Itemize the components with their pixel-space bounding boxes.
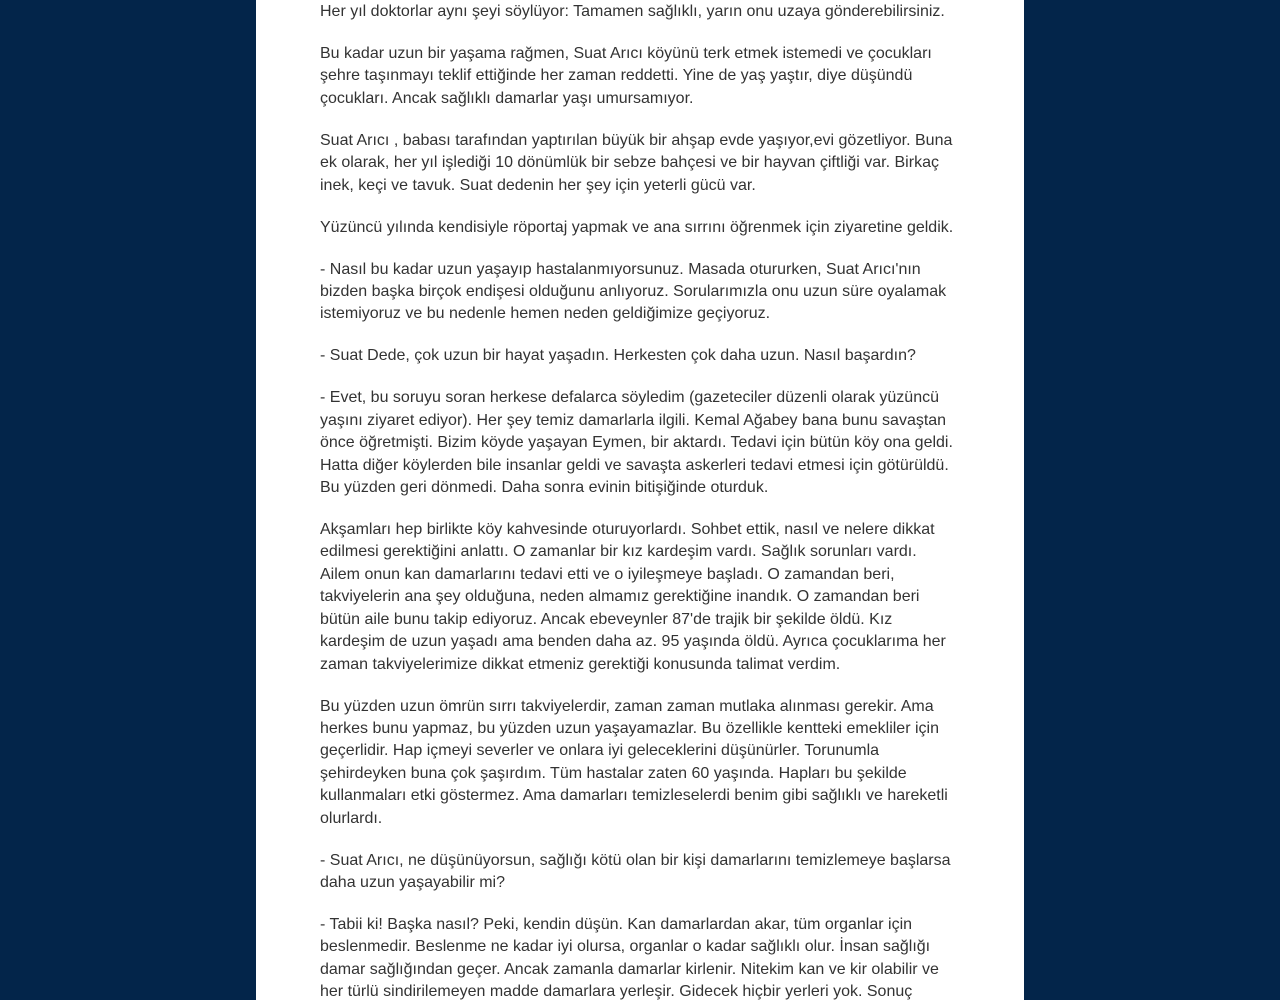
article-paragraph: Suat Arıcı , babası tarafından yaptırılan büyük bir ahşap evde yaşıyor,evi gözetliyor. Buna ek olarak, her yıl işlediği 10 dönümlük bir sebze bahçesi ve bir hayvan çiftliği var. Birkaç inek, keçi ve tavuk. Suat dedenin her şey için yeterli gücü var.	[320, 131, 953, 194]
article-paragraph: Bu yüzden uzun ömrün sırrı takviyelerdir, zaman zaman mutlaka alınması gerekir. Ama herkes bunu yapmaz, bu yüzden uzun yaşayamazlar. Bu özellikle kentteki emekliler için geçerlidir. Hap içmeyi severler ve onlara iyi geleceklerini düşünürler. Torunumla şehirdeyken buna çok şaşırdım. Tüm hastalar zaten 60 yaşında. Hapları bu şekilde kullanmaları etki göstermez. Ama damarları temizleselerdi benim gibi sağlıklı ve hareketli olurlardı.	[320, 697, 948, 827]
article-paragraph: Akşamları hep birlikte köy kahvesinde oturuyorlardı. Sohbet ettik, nasıl ve nelere dikkat edilmesi gerektiğini anlattı. O zamanlar bir kız kardeşim vardı. Sağlık sorunları vardı. Ailem onun kan damarlarını tedavi etti ve o iyileşmeye başladı. O zamandan beri, takviyelerin ana şey olduğuna, neden almamız gerektiğine inandık. O zamandan beri bütün aile bunu takip ediyoruz. Ancak ebeveynler 87'de trajik bir şekilde öldü. Kız kardeşim de uzun yaşadı ama benden daha az. 95 yaşında öldü. Ayrıca çocuklarıma her zaman takviyelerimize dikkat etmeniz gerektiği konusunda talimat verdim.	[320, 521, 946, 673]
article-paragraph: - Suat Arıcı, ne düşünüyorsun, sağlığı kötü olan bir kişi damarlarını temizlemeye başlarsa daha uzun yaşayabilir mi?	[320, 851, 951, 891]
article-paragraph: Yüzüncü yılında kendisiyle röportaj yapmak ve ana sırrını öğrenmek için ziyaretine geldik.	[320, 218, 954, 236]
article-paragraph: - Suat Dede, çok uzun bir hayat yaşadın. Herkesten çok daha uzun. Nasıl başardın?	[320, 347, 916, 365]
article-paragraph: - Evet, bu soruyu soran herkese defalarca söyledim (gazeteciler düzenli olarak yüzüncü yaşını ziyaret ediyor). Her şey temiz damarlarla ilgili. Kemal Ağabey bana bunu savaştan önce öğretmişti. Bizim köyde yaşayan Eymen, bir aktardı. Tedavi için bütün köy ona geldi. Hatta diğer köylerden bile insanlar geldi ve savaşta askerleri tedavi etmesi için götürüldü. Bu yüzden geri dönmedi. Daha sonra evinin bitişiğinde oturduk.	[320, 389, 953, 497]
article-paragraph: Her yıl doktorlar aynı şeyi söylüyor: Tamamen sağlıklı, yarın onu uzaya gönderebilirsiniz.	[320, 3, 945, 20]
article-paragraph: Bu kadar uzun bir yaşama rağmen, Suat Arıcı köyünü terk etmek istemedi ve çocukları şehre taşınmayı teklif ettiğinde her zaman reddetti. Yine de yaş yaştır, diye düşündü çocukları. Ancak sağlıklı damarlar yaşı umursamıyor.	[320, 45, 932, 107]
article-paragraph: - Tabii ki! Başka nasıl? Peki, kendin düşün. Kan damarlardan akar, tüm organlar için beslenmedir. Beslenme ne kadar iyi olursa, organlar o kadar sağlıklı olur. İnsan sağlığı damar sağlığından geçer. Ancak zamanla damarlar kirlenir. Nitekim kan ve kir olabilir ve her türlü sindirilemeyen madde damarlara yerleşir. Gidecek hiçbir yerleri yok. Sonuç	[320, 915, 939, 1000]
article-page	[256, 0, 1024, 1000]
article-body	[320, 0, 960, 1000]
article-paragraph: - Nasıl bu kadar uzun yaşayıp hastalanmıyorsunuz. Masada otururken, Suat Arıcı'nın bizden başka birçok endişesi olduğunu anlıyoruz. Sorularımızla onu uzun süre oyalamak istemiyoruz ve bu nedenle hemen neden geldiğimize geçiyoruz.	[320, 260, 947, 323]
